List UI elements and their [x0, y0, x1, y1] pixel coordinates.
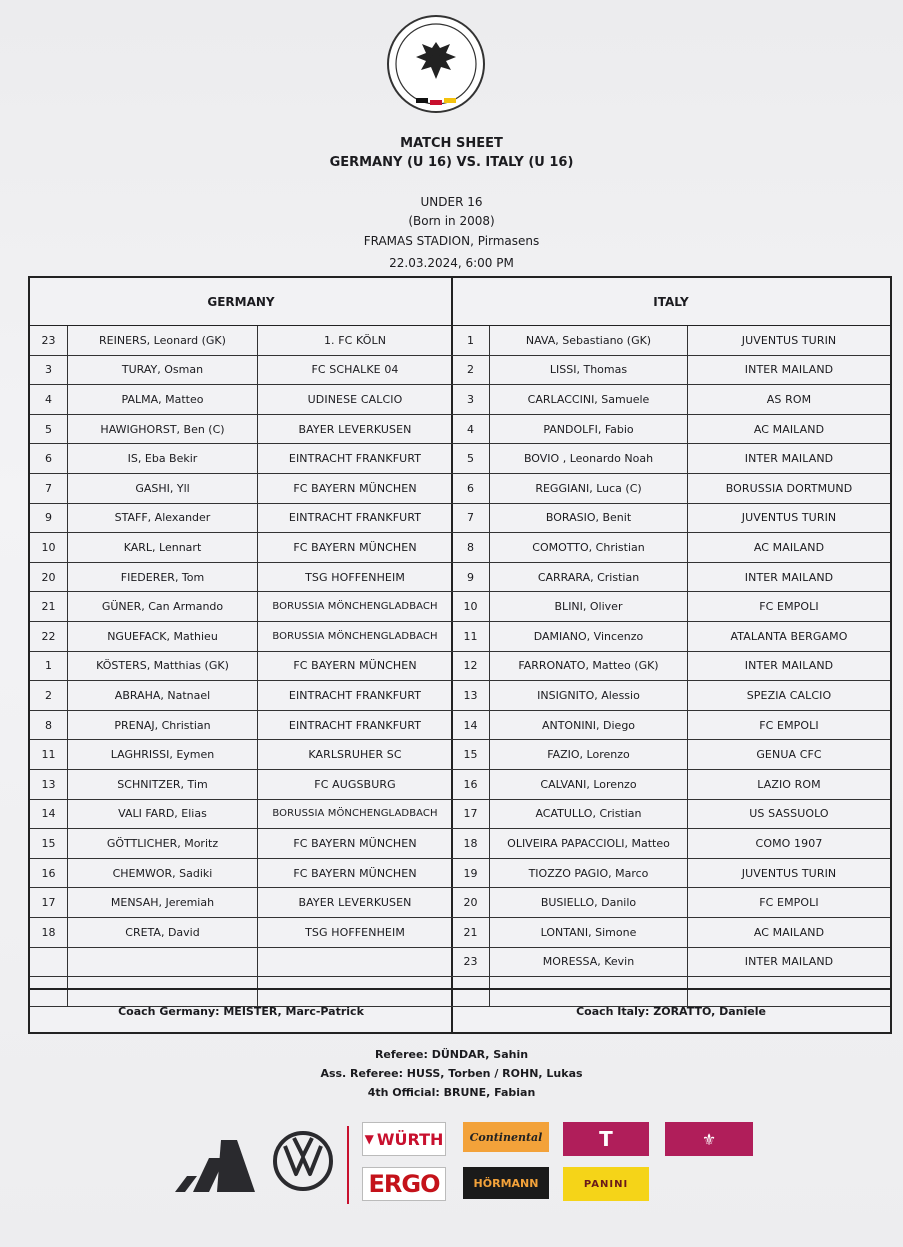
- player-club: FC BAYERN MÜNCHEN: [293, 481, 417, 495]
- shirt-number: 20: [30, 563, 68, 592]
- shirt-number: 21: [452, 918, 490, 947]
- player-club: JUVENTUS TURIN: [741, 511, 837, 525]
- germany-player-row: [30, 948, 452, 978]
- italy-header: ITALY: [452, 278, 890, 326]
- shirt-number: 14: [452, 711, 490, 740]
- player-club: BORUSSIA MÖNCHENGLADBACH: [272, 601, 438, 613]
- germany-player-row: [30, 415, 452, 445]
- venue: FRAMAS STADION, Pirmasens: [363, 234, 540, 248]
- player-club: BAYER LEVERKUSEN: [298, 896, 412, 910]
- player-club: EINTRACHT FRANKFURT: [288, 718, 422, 732]
- player-club: [258, 948, 452, 977]
- italy-player-row: [452, 356, 890, 386]
- player-club: KARLSRUHER SC: [308, 748, 402, 762]
- italy-player-row: [452, 415, 890, 445]
- player-club: FC BAYERN MÜNCHEN: [293, 540, 417, 554]
- shirt-number: 16: [452, 770, 490, 799]
- player-name: CALVANI, Lorenzo: [490, 770, 688, 799]
- germany-player-row: [30, 504, 452, 534]
- germany-header: GERMANY: [30, 278, 452, 326]
- player-club: AC MAILAND: [753, 540, 825, 554]
- category: UNDER 16: [420, 195, 483, 209]
- germany-player-row: [30, 918, 452, 948]
- italy-player-row: [452, 474, 890, 504]
- panini-logo: PANINI: [563, 1167, 649, 1201]
- player-club: 1. FC KÖLN: [323, 333, 387, 347]
- continental-logo: Continental: [463, 1122, 549, 1152]
- shirt-number: 3: [30, 356, 68, 385]
- germany-player-row: [30, 652, 452, 682]
- shirt-number: 19: [452, 859, 490, 888]
- germany-player-row: [30, 592, 452, 622]
- player-name: NGUEFACK, Mathieu: [68, 622, 258, 651]
- italy-player-row: [452, 800, 890, 830]
- italy-player-row: [452, 888, 890, 918]
- italy-player-row: [452, 681, 890, 711]
- player-name: VALI FARD, Elias: [68, 800, 258, 829]
- italy-player-row: [452, 948, 890, 978]
- germany-player-row: [30, 800, 452, 830]
- player-name: GÜNER, Can Armando: [68, 592, 258, 621]
- germany-player-row: [30, 770, 452, 800]
- shirt-number: 10: [452, 592, 490, 621]
- germany-player-row: [30, 533, 452, 563]
- player-club: UDINESE CALCIO: [307, 392, 403, 406]
- shirt-number: 17: [30, 888, 68, 917]
- shirt-number: 10: [30, 533, 68, 562]
- germany-player-row: [30, 859, 452, 889]
- partner-logo: [665, 1122, 753, 1156]
- shirt-number: 15: [452, 740, 490, 769]
- shirt-number: 2: [452, 356, 490, 385]
- player-name: LAGHRISSI, Eymen: [68, 740, 258, 769]
- player-club: BAYER LEVERKUSEN: [298, 422, 412, 436]
- player-name: ANTONINI, Diego: [490, 711, 688, 740]
- shirt-number: 4: [452, 415, 490, 444]
- italy-player-row: [452, 592, 890, 622]
- italy-player-row: [452, 859, 890, 889]
- player-club: EINTRACHT FRANKFURT: [288, 511, 422, 525]
- germany-player-row: [30, 740, 452, 770]
- player-name: CARRARA, Cristian: [490, 563, 688, 592]
- germany-player-row: [30, 356, 452, 386]
- player-club: SPEZIA CALCIO: [746, 688, 832, 702]
- volkswagen-logo-icon: [272, 1130, 334, 1192]
- player-name: OLIVEIRA PAPACCIOLI, Matteo: [490, 829, 688, 858]
- player-club: LAZIO ROM: [757, 777, 821, 791]
- player-name: CHEMWOR, Sadiki: [68, 859, 258, 888]
- shirt-number: 21: [30, 592, 68, 621]
- player-name: LONTANI, Simone: [490, 918, 688, 947]
- player-name: REGGIANI, Luca (C): [490, 474, 688, 503]
- germany-player-row: [30, 681, 452, 711]
- player-name: NAVA, Sebastiano (GK): [490, 326, 688, 355]
- player-club: FC EMPOLI: [759, 600, 819, 614]
- player-club: FC EMPOLI: [759, 896, 819, 910]
- shirt-number: 8: [452, 533, 490, 562]
- player-name: PRENAJ, Christian: [68, 711, 258, 740]
- player-club: TSG HOFFENHEIM: [305, 925, 405, 939]
- player-club: AC MAILAND: [753, 422, 825, 436]
- dfb-logo-icon: [386, 14, 486, 114]
- player-name: BUSIELLO, Danilo: [490, 888, 688, 917]
- player-name: LISSI, Thomas: [490, 356, 688, 385]
- player-name: SCHNITZER, Tim: [68, 770, 258, 799]
- shirt-number: 3: [452, 385, 490, 414]
- shirt-number: 15: [30, 829, 68, 858]
- wurth-logo: ▼ WÜRTH: [362, 1122, 446, 1156]
- player-club: FC BAYERN MÜNCHEN: [293, 866, 417, 880]
- germany-player-row: [30, 563, 452, 593]
- germany-player-row: [30, 829, 452, 859]
- italy-player-row: [452, 652, 890, 682]
- germany-player-row: [30, 385, 452, 415]
- player-name: GASHI, Yll: [68, 474, 258, 503]
- player-club: TSG HOFFENHEIM: [305, 570, 405, 584]
- shirt-number: 20: [452, 888, 490, 917]
- germany-player-row: [30, 326, 452, 356]
- coach-italy: Coach Italy: ZORATTO, Daniele: [452, 988, 890, 1032]
- telekom-logo: T: [563, 1122, 649, 1156]
- born-year: (Born in 2008): [408, 214, 495, 228]
- player-club: JUVENTUS TURIN: [741, 866, 837, 880]
- hormann-logo: HÖRMANN: [463, 1167, 549, 1199]
- player-club: COMO 1907: [755, 836, 823, 850]
- shirt-number: 7: [30, 474, 68, 503]
- shirt-number: 13: [30, 770, 68, 799]
- shirt-number: 6: [30, 444, 68, 473]
- shirt-number: 8: [30, 711, 68, 740]
- player-club: FC BAYERN MÜNCHEN: [293, 836, 417, 850]
- player-club: INTER MAILAND: [744, 659, 834, 673]
- shirt-number: 18: [452, 829, 490, 858]
- shirt-number: 9: [30, 504, 68, 533]
- player-name: KARL, Lennart: [68, 533, 258, 562]
- player-name: MORESSA, Kevin: [490, 948, 688, 977]
- italy-player-row: [452, 711, 890, 741]
- adidas-logo-icon: [175, 1140, 255, 1192]
- player-name: STAFF, Alexander: [68, 504, 258, 533]
- sheet-title: MATCH SHEET: [400, 136, 503, 151]
- player-club: FC EMPOLI: [759, 718, 819, 732]
- assistant-referees: Ass. Referee: HUSS, Torben / ROHN, Lukas: [320, 1067, 583, 1080]
- coach-germany: Coach Germany: MEISTER, Marc-Patrick: [30, 988, 452, 1032]
- player-club: INTER MAILAND: [744, 363, 834, 377]
- player-club: AC MAILAND: [753, 925, 825, 939]
- italy-player-row: [452, 504, 890, 534]
- italy-player-row: [452, 563, 890, 593]
- germany-player-row: [30, 711, 452, 741]
- player-name: FAZIO, Lorenzo: [490, 740, 688, 769]
- player-name: INSIGNITO, Alessio: [490, 681, 688, 710]
- player-name: PANDOLFI, Fabio: [490, 415, 688, 444]
- player-club: BORUSSIA DORTMUND: [725, 481, 853, 495]
- shirt-number: 22: [30, 622, 68, 651]
- player-club: INTER MAILAND: [744, 570, 834, 584]
- shirt-number: 5: [30, 415, 68, 444]
- fixture-title: GERMANY (U 16) VS. ITALY (U 16): [329, 155, 574, 170]
- date-time: 22.03.2024, 6:00 PM: [389, 256, 514, 270]
- italy-player-row: [452, 829, 890, 859]
- shirt-number: 9: [452, 563, 490, 592]
- germany-player-row: [30, 444, 452, 474]
- shirt-number: 17: [452, 800, 490, 829]
- shirt-number: 12: [452, 652, 490, 681]
- shirt-number: 23: [30, 326, 68, 355]
- shirt-number: 2: [30, 681, 68, 710]
- fourth-official: 4th Official: BRUNE, Fabian: [367, 1086, 536, 1099]
- player-name: BOVIO , Leonardo Noah: [490, 444, 688, 473]
- player-club: EINTRACHT FRANKFURT: [288, 452, 422, 466]
- player-club: EINTRACHT FRANKFURT: [288, 688, 422, 702]
- shirt-number: 13: [452, 681, 490, 710]
- player-name: ACATULLO, Cristian: [490, 800, 688, 829]
- player-name: CRETA, David: [68, 918, 258, 947]
- player-name: REINERS, Leonard (GK): [68, 326, 258, 355]
- player-name: KÖSTERS, Matthias (GK): [68, 652, 258, 681]
- player-name: DAMIANO, Vincenzo: [490, 622, 688, 651]
- player-name: MENSAH, Jeremiah: [68, 888, 258, 917]
- lineup-table: [28, 276, 892, 1034]
- player-name: HAWIGHORST, Ben (C): [68, 415, 258, 444]
- shirt-number: 7: [452, 504, 490, 533]
- shirt-number: 1: [452, 326, 490, 355]
- player-club: FC AUGSBURG: [314, 777, 396, 791]
- shirt-number: [30, 948, 68, 977]
- germany-player-row: [30, 888, 452, 918]
- player-club: US SASSUOLO: [749, 807, 829, 821]
- shirt-number: 14: [30, 800, 68, 829]
- player-club: AS ROM: [766, 392, 812, 406]
- player-name: FIEDERER, Tom: [68, 563, 258, 592]
- player-name: TIOZZO PAGIO, Marco: [490, 859, 688, 888]
- player-name: COMOTTO, Christian: [490, 533, 688, 562]
- ergo-logo: ERGO: [362, 1167, 446, 1201]
- italy-player-row: [452, 444, 890, 474]
- player-name: PALMA, Matteo: [68, 385, 258, 414]
- player-name: BORASIO, Benit: [490, 504, 688, 533]
- player-club: INTER MAILAND: [744, 955, 834, 969]
- shirt-number: 11: [30, 740, 68, 769]
- player-club: FC BAYERN MÜNCHEN: [293, 659, 417, 673]
- italy-player-row: [452, 770, 890, 800]
- shirt-number: 23: [452, 948, 490, 977]
- shirt-number: 16: [30, 859, 68, 888]
- sponsor-separator: [347, 1126, 349, 1204]
- shirt-number: 6: [452, 474, 490, 503]
- player-name: CARLACCINI, Samuele: [490, 385, 688, 414]
- player-club: BORUSSIA MÖNCHENGLADBACH: [272, 630, 438, 642]
- player-name: [68, 948, 258, 977]
- shirt-number: 18: [30, 918, 68, 947]
- italy-player-row: [452, 918, 890, 948]
- player-name: FARRONATO, Matteo (GK): [490, 652, 688, 681]
- player-name: TURAY, Osman: [68, 356, 258, 385]
- partner-emblem-icon: ⚜: [701, 1129, 717, 1149]
- player-club: BORUSSIA MÖNCHENGLADBACH: [272, 808, 438, 820]
- player-name: BLINI, Oliver: [490, 592, 688, 621]
- italy-player-row: [452, 326, 890, 356]
- sponsor-bar: [0, 1118, 903, 1218]
- player-club: JUVENTUS TURIN: [741, 333, 837, 347]
- player-club: FC SCHALKE 04: [311, 363, 399, 377]
- player-name: ABRAHA, Natnael: [68, 681, 258, 710]
- germany-player-row: [30, 622, 452, 652]
- shirt-number: 4: [30, 385, 68, 414]
- player-club: GENUA CFC: [756, 748, 822, 762]
- germany-player-row: [30, 474, 452, 504]
- referee: Referee: DÜNDAR, Sahin: [374, 1048, 529, 1061]
- italy-player-row: [452, 622, 890, 652]
- italy-player-row: [452, 740, 890, 770]
- shirt-number: 1: [30, 652, 68, 681]
- player-club: INTER MAILAND: [744, 452, 834, 466]
- shirt-number: 11: [452, 622, 490, 651]
- player-name: IS, Eba Bekir: [68, 444, 258, 473]
- wurth-emblem-icon: ▼: [364, 1132, 374, 1146]
- italy-player-row: [452, 533, 890, 563]
- shirt-number: 5: [452, 444, 490, 473]
- italy-player-row: [452, 385, 890, 415]
- player-club: ATALANTA BERGAMO: [730, 629, 848, 643]
- player-name: GÖTTLICHER, Moritz: [68, 829, 258, 858]
